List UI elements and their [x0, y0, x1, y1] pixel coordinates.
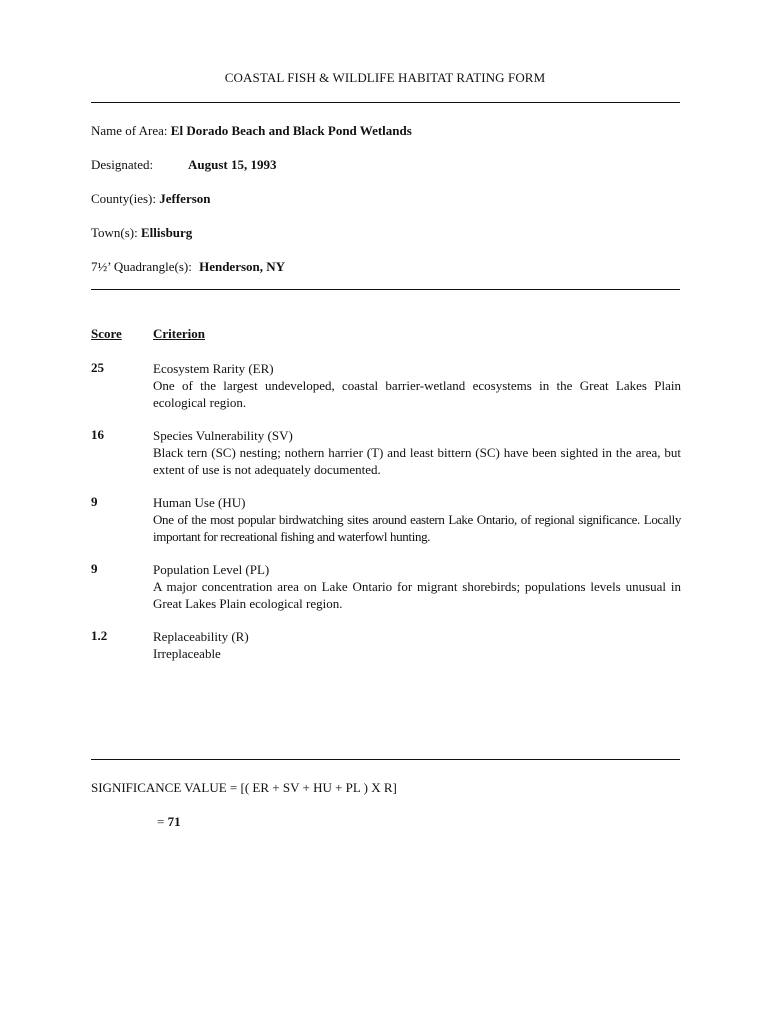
- designated-field: [91, 157, 277, 173]
- quadrangle-field: [91, 259, 285, 275]
- criterion-description: One of the largest undeveloped, coastal barrier-wetland ecosystems in the Great Lakes Plain ecological region.: [153, 378, 681, 410]
- town-label: Town(s):: [91, 225, 138, 240]
- row-criterion: [153, 628, 681, 662]
- row-criterion: [153, 360, 681, 411]
- designated-label: Designated:: [91, 157, 154, 172]
- bottom-divider: [91, 759, 680, 760]
- criterion-title: Human Use (HU): [153, 495, 246, 510]
- quadrangle-value: Henderson, NY: [199, 259, 286, 274]
- county-value: Jefferson: [159, 191, 211, 206]
- criterion-title: Replaceability (R): [153, 629, 249, 644]
- row-criterion: [153, 494, 681, 545]
- area-name-field: [91, 123, 412, 139]
- town-field: [91, 225, 192, 241]
- row-score: 1.2: [91, 628, 108, 643]
- row-score: 16: [91, 427, 104, 442]
- criterion-description: Irreplaceable: [153, 646, 221, 661]
- county-label: County(ies):: [91, 191, 156, 206]
- designated-value: August 15, 1993: [188, 157, 277, 172]
- row-score: 9: [91, 561, 98, 576]
- county-field: [91, 191, 211, 207]
- fields-divider: [91, 289, 680, 290]
- row-score: 9: [91, 494, 98, 509]
- criterion-title: Population Level (PL): [153, 562, 270, 577]
- row-criterion: [153, 427, 681, 478]
- criterion-title: Species Vulnerability (SV): [153, 428, 293, 443]
- top-divider: [91, 102, 680, 103]
- significance-result: [157, 814, 181, 830]
- criterion-description: A major concentration area on Lake Ontario for migrant shorebirds; populations levels unusual in Great Lakes Plain ecological region.: [153, 579, 681, 611]
- equals-sign: =: [157, 814, 168, 829]
- row-criterion: [153, 561, 681, 612]
- criterion-title: Ecosystem Rarity (ER): [153, 361, 274, 376]
- score-column-header: Score: [91, 326, 122, 341]
- row-score: 25: [91, 360, 104, 375]
- significance-value: 71: [167, 814, 181, 829]
- significance-formula: SIGNIFICANCE VALUE = [( ER + SV + HU + PL ) X R]: [91, 780, 397, 795]
- area-name-value: El Dorado Beach and Black Pond Wetlands: [170, 123, 412, 138]
- criterion-column-header: Criterion: [153, 326, 205, 341]
- town-value: Ellisburg: [141, 225, 193, 240]
- criterion-description: Black tern (SC) nesting; nothern harrier (T) and least bittern (SC) have been sighted in the area, but extent of use is not adequately documented.: [153, 445, 681, 477]
- quadrangle-label: 7½’ Quadrangle(s):: [91, 259, 192, 274]
- area-name-label: Name of Area:: [91, 123, 168, 138]
- criterion-description: One of the most popular birdwatching sites around eastern Lake Ontario, of regional significance. Locally important for recreational fishing and waterfowl hunting.: [153, 512, 681, 544]
- form-title: COASTAL FISH & WILDLIFE HABITAT RATING FORM: [224, 70, 546, 85]
